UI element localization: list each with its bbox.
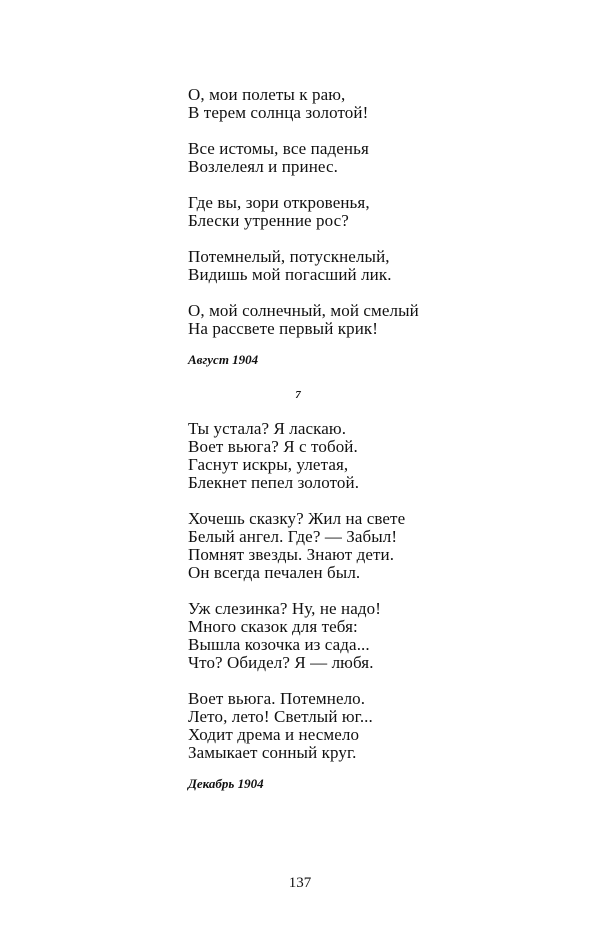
poem-line: О, мой солнечный, мой смелый	[188, 301, 419, 320]
stanza	[188, 510, 508, 582]
stanza	[188, 86, 508, 122]
poem-line: Лето, лето! Светлый юг...	[188, 707, 373, 726]
poem-line: Воет вьюга? Я с тобой.	[188, 437, 358, 456]
poem-line: Возлелеял и принес.	[188, 157, 338, 176]
stanza	[188, 690, 508, 762]
poem-line: Видишь мой погасший лик.	[188, 265, 392, 284]
poem-number: 7	[295, 389, 301, 401]
poem-december-1904	[188, 388, 508, 792]
poem-line: Он всегда печален был.	[188, 563, 361, 582]
poem-line: В терем солнца золотой!	[188, 103, 369, 122]
poem-date: Декабрь 1904	[188, 776, 264, 791]
poem-line: Все истомы, все паденья	[188, 139, 369, 158]
stanza	[188, 302, 508, 338]
poem-line: Что? Обидел? Я — любя.	[188, 653, 374, 672]
poem-date: Август 1904	[188, 352, 259, 367]
poem-line: Помнят звезды. Знают дети.	[188, 545, 395, 564]
poem-line: Блекнет пепел золотой.	[188, 473, 360, 492]
stanza	[188, 248, 508, 284]
poem-line: О, мои полеты к раю,	[188, 85, 346, 104]
stanza	[188, 140, 508, 176]
poem-line: Где вы, зори откровенья,	[188, 193, 370, 212]
poem-line: Воет вьюга. Потемнело.	[188, 689, 366, 708]
poem-line: На рассвете первый крик!	[188, 319, 379, 338]
poem-line: Белый ангел. Где? — Забыл!	[188, 527, 398, 546]
poem-line: Ходит дрема и несмело	[188, 725, 360, 744]
poem-line: Уж слезинка? Ну, не надо!	[188, 599, 381, 618]
stanza	[188, 420, 508, 492]
poem-line: Потемнелый, потускнелый,	[188, 247, 390, 266]
poem-line: Ты устала? Я ласкаю.	[188, 419, 347, 438]
poem-line: Гаснут искры, улетая,	[188, 455, 349, 474]
poem-august-1904	[188, 86, 508, 368]
poem-line: Много сказок для тебя:	[188, 617, 358, 636]
poem-line: Блески утренние рос?	[188, 211, 349, 230]
page-number: 137	[288, 875, 312, 891]
stanza	[188, 600, 508, 672]
poem-line: Хочешь сказку? Жил на свете	[188, 509, 406, 528]
poem-line: Замыкает сонный круг.	[188, 743, 357, 762]
poem-line: Вышла козочка из сада...	[188, 635, 370, 654]
stanza	[188, 194, 508, 230]
